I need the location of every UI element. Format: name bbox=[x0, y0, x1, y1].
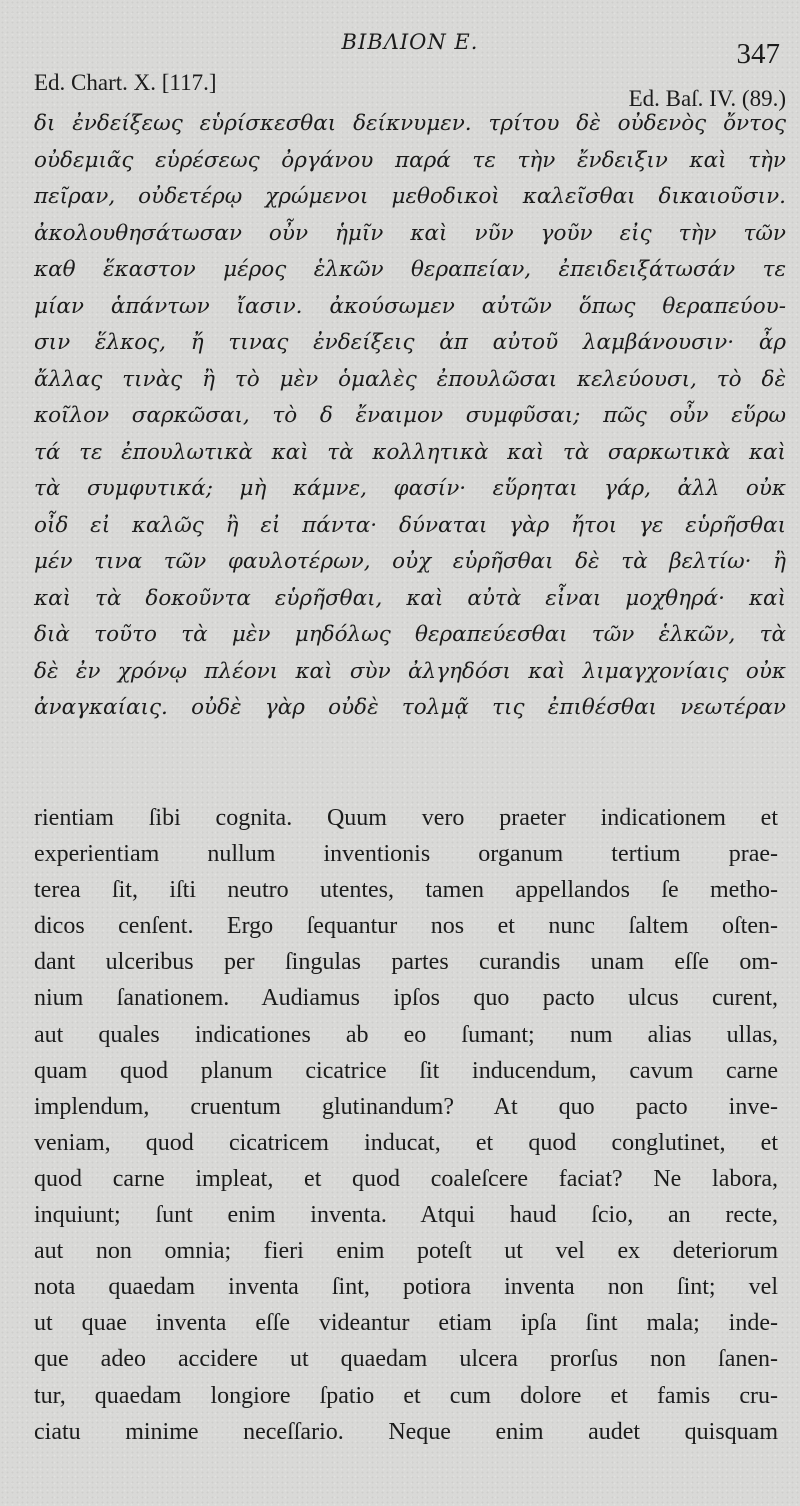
edition-reference-right: Ed. Baſ. IV. (89.) bbox=[628, 86, 786, 111]
latin-line: quam quod planum cicatrice ſit inducendum, cavum carne bbox=[34, 1057, 778, 1084]
greek-line: μέν τινα τῶν φαυλοτέρων, οὐχ εὑρῆσθαι δὲ τὰ βελτίω· ἢ bbox=[34, 549, 786, 574]
greek-line: μίαν ἁπάντων ἴασιν. ἀκούσωμεν αὐτῶν ὅπως θεραπεύου- bbox=[34, 293, 786, 319]
latin-line: nium ſanationem. Audiamus ipſos quo pacto ulcus curent, bbox=[34, 985, 778, 1012]
running-head: BIBΛΙΟΝ E. bbox=[341, 30, 479, 54]
latin-line: ut quae inventa eſſe videantur etiam ipſa ſint mala; inde- bbox=[34, 1310, 778, 1337]
greek-line: τὰ συμφυτικά; μὴ κάμνε, φασίν· εὕρηται γάρ, ἀλλ οὐκ bbox=[34, 476, 786, 501]
greek-line: δὲ ἐν χρόνῳ πλέονι καὶ σὺν ἀλγηδόσι καὶ λιμαγχονίαις οὐκ bbox=[34, 658, 786, 684]
greek-line: κοῖλον σαρκῶσαι, τὸ δ ἔναιμον συμφῦσαι; πῶς οὖν εὕρω bbox=[34, 403, 786, 428]
greek-line: δι ἐνδείξεως εὑρίσκεσθαι δείκνυμεν. τρίτου δὲ οὐδενὸς ὄντος bbox=[34, 111, 786, 136]
latin-line: tur, quaedam longiore ſpatio et cum dolore et famis cru- bbox=[34, 1382, 778, 1409]
latin-line: veniam, quod cicatricem inducat, et quod conglutinet, et bbox=[34, 1129, 778, 1156]
greek-line: καὶ τὰ δοκοῦντα εὑρῆσθαι, καὶ αὐτὰ εἶναι μοχθηρά· καὶ bbox=[34, 585, 786, 611]
greek-line: πεῖραν, οὐδετέρῳ χρώμενοι μεθοδικοὶ καλεῖσθαι δικαιοῦσιν. bbox=[34, 184, 786, 209]
latin-line: aut quales indicationes ab eo ſumant; num alias ullas, bbox=[34, 1021, 778, 1048]
latin-line: terea ſit, iſti neutro utentes, tamen appellandos ſe metho- bbox=[34, 877, 778, 904]
latin-line: nota quaedam inventa ſint, potiora inventa non ſint; vel bbox=[34, 1274, 778, 1301]
page-number: 347 bbox=[736, 38, 780, 70]
latin-text-block bbox=[34, 800, 778, 1450]
latin-line: inquiunt; ſunt enim inventa. Atqui haud ſcio, an recte, bbox=[34, 1202, 778, 1229]
greek-line: οἶδ εἰ καλῶς ἢ εἰ πάντα· δύναται γὰρ ἤτοι γε εὑρῆσθαι bbox=[34, 512, 786, 538]
greek-line: οὐδεμιᾶς εὑρέσεως ὀργάνου παρά τε τὴν ἔνδειξιν καὶ τὴν bbox=[34, 147, 786, 173]
greek-text-block bbox=[34, 106, 786, 727]
latin-line: rientiam ſibi cognita. Quum vero praeter indicationem et bbox=[34, 805, 778, 831]
latin-line: quod carne impleat, et quod coaleſcere faciat? Ne labora, bbox=[34, 1165, 778, 1192]
latin-line: dicos cenſent. Ergo ſequantur nos et nunc ſaltem oſten- bbox=[34, 913, 778, 940]
latin-line: implendum, cruentum glutinandum? At quo pacto inve- bbox=[34, 1093, 778, 1120]
latin-line: ciatu minime neceſſario. Neque enim audet quisquam bbox=[34, 1418, 778, 1445]
greek-line: τά τε ἐπουλωτικὰ καὶ τὰ κολλητικὰ καὶ τὰ σαρκωτικὰ καὶ bbox=[34, 439, 786, 465]
greek-line: σιν ἕλκος, ἤ τινας ἐνδείξεις ἀπ αὐτοῦ λαμβάνουσιν· ἆρ bbox=[34, 330, 786, 355]
edition-reference-left: Ed. Chart. X. [117.] bbox=[34, 70, 217, 95]
latin-line: que adeo accidere ut quaedam ulcera prorſus non ſanen- bbox=[34, 1346, 778, 1373]
greek-line: ἀκολουθησάτωσαν οὖν ἡμῖν καὶ νῦν γοῦν εἰς τὴν τῶν bbox=[34, 220, 786, 246]
greek-line: ἀναγκαίαις. οὐδὲ γὰρ οὐδὲ τολμᾷ τις ἐπιθέσθαι νεωτέραν bbox=[34, 695, 786, 720]
greek-line: διὰ τοῦτο τὰ μὲν μηδόλως θεραπεύεσθαι τῶν ἑλκῶν, τὰ bbox=[34, 622, 786, 647]
latin-line: aut non omnia; fieri enim poteſt ut vel ex deteriorum bbox=[34, 1238, 778, 1265]
greek-line: ἄλλας τινὰς ἢ τὸ μὲν ὁμαλὲς ἐπουλῶσαι κελεύουσι, τὸ δὲ bbox=[34, 366, 786, 392]
latin-line: dant ulceribus per ſingulas partes curandis unam eſſe om- bbox=[34, 949, 778, 976]
latin-line: experientiam nullum inventionis organum tertium prae- bbox=[34, 841, 778, 868]
greek-line: καθ ἕκαστον μέρος ἑλκῶν θεραπείαν, ἐπειδειξάτωσάν τε bbox=[34, 257, 786, 282]
